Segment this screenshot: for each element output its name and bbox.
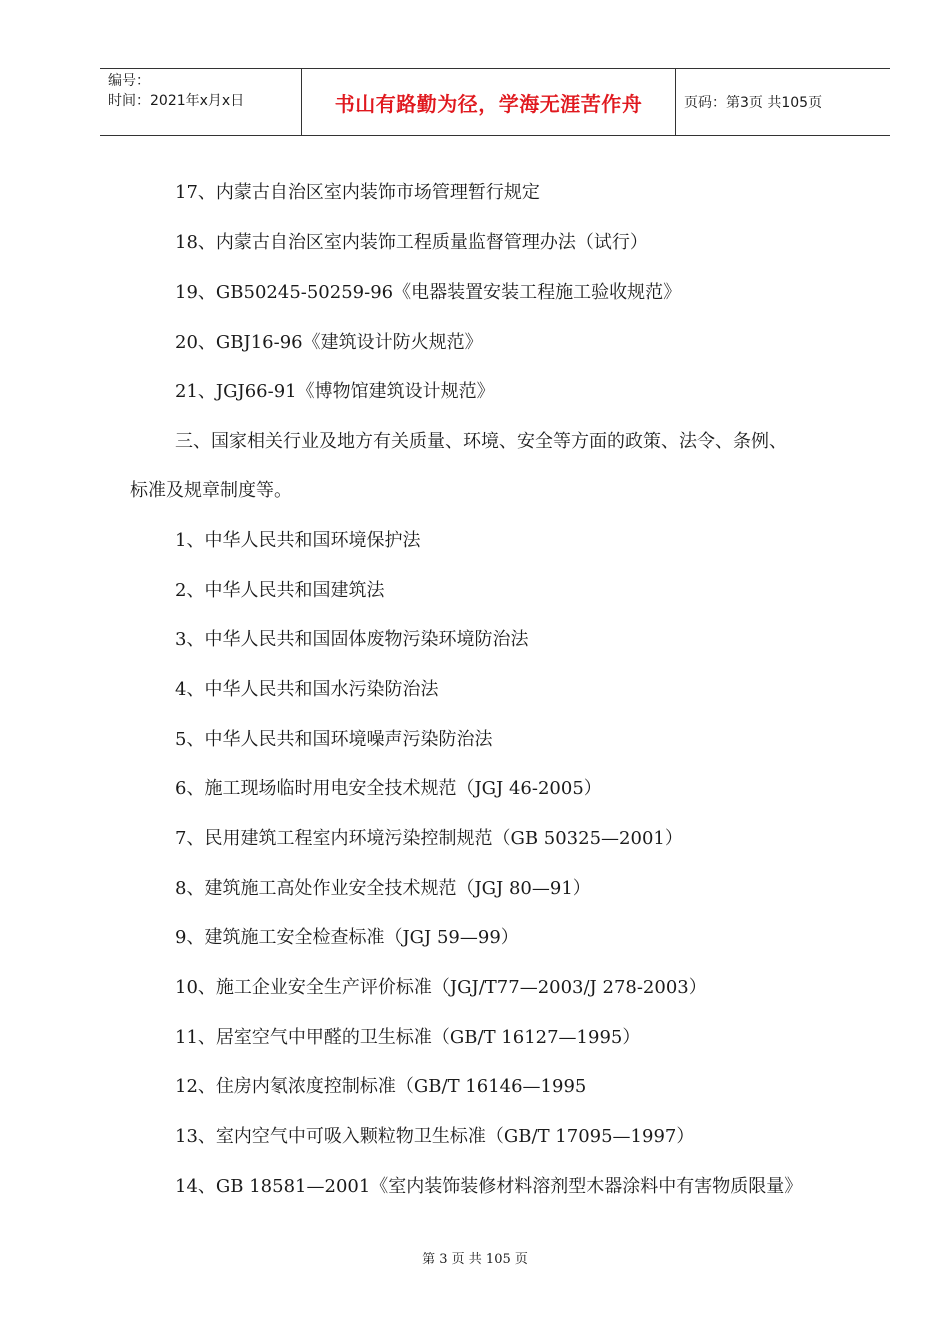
list-item: 5、中华人民共和国环境噪声污染防治法 (175, 729, 493, 750)
list-item: 13、室内空气中可吸入颗粒物卫生标准（GB/T 17095—1997） (175, 1126, 695, 1147)
code-label: 编号： (108, 73, 150, 89)
header-meta (100, 69, 302, 135)
list-item: 8、建筑施工高处作业安全技术规范（JGJ 80—91） (175, 878, 591, 899)
section-heading-continued: 标准及规章制度等。 (130, 480, 292, 501)
header-page-number: 页码：第3页 共105页 (684, 95, 823, 111)
date-label: 时间：2021年x月x日 (108, 93, 245, 109)
list-item: 9、建筑施工安全检查标准（JGJ 59—99） (175, 927, 519, 948)
list-item: 2、中华人民共和国建筑法 (175, 580, 385, 601)
list-item: 7、民用建筑工程室内环境污染控制规范（GB 50325—2001） (175, 828, 683, 849)
list-item: 18、内蒙古自治区室内装饰工程质量监督管理办法（试行） (175, 232, 648, 253)
list-item: 10、施工企业安全生产评价标准（JGJ/T77—2003/J 278-2003） (175, 977, 707, 998)
page-header (100, 68, 890, 136)
list-item: 1、中华人民共和国环境保护法 (175, 530, 421, 551)
list-item: 6、施工现场临时用电安全技术规范（JGJ 46-2005） (175, 778, 602, 799)
list-item: 21、JGJ66-91《博物馆建筑设计规范》 (175, 381, 495, 402)
page-footer: 第 3 页 共 105 页 (422, 1252, 528, 1267)
list-item: 17、内蒙古自治区室内装饰市场管理暂行规定 (175, 182, 540, 203)
list-item: 3、中华人民共和国固体废物污染环境防治法 (175, 629, 529, 650)
list-item: 14、GB 18581—2001《室内装饰装修材料溶剂型木器涂料中有害物质限量》 (175, 1176, 803, 1197)
list-item: 19、GB50245-50259-96《电器装置安装工程施工验收规范》 (175, 282, 682, 303)
list-item: 12、住房内氡浓度控制标准（GB/T 16146—1995 (175, 1076, 587, 1097)
list-item: 11、居室空气中甲醛的卫生标准（GB/T 16127—1995） (175, 1027, 641, 1048)
list-item: 4、中华人民共和国水污染防治法 (175, 679, 439, 700)
section-heading: 三、国家相关行业及地方有关质量、环境、安全等方面的政策、法令、条例、 (175, 431, 787, 452)
list-item: 20、GBJ16-96《建筑设计防火规范》 (175, 332, 483, 353)
header-motto: 书山有路勤为径，学海无涯苦作舟 (302, 69, 676, 135)
